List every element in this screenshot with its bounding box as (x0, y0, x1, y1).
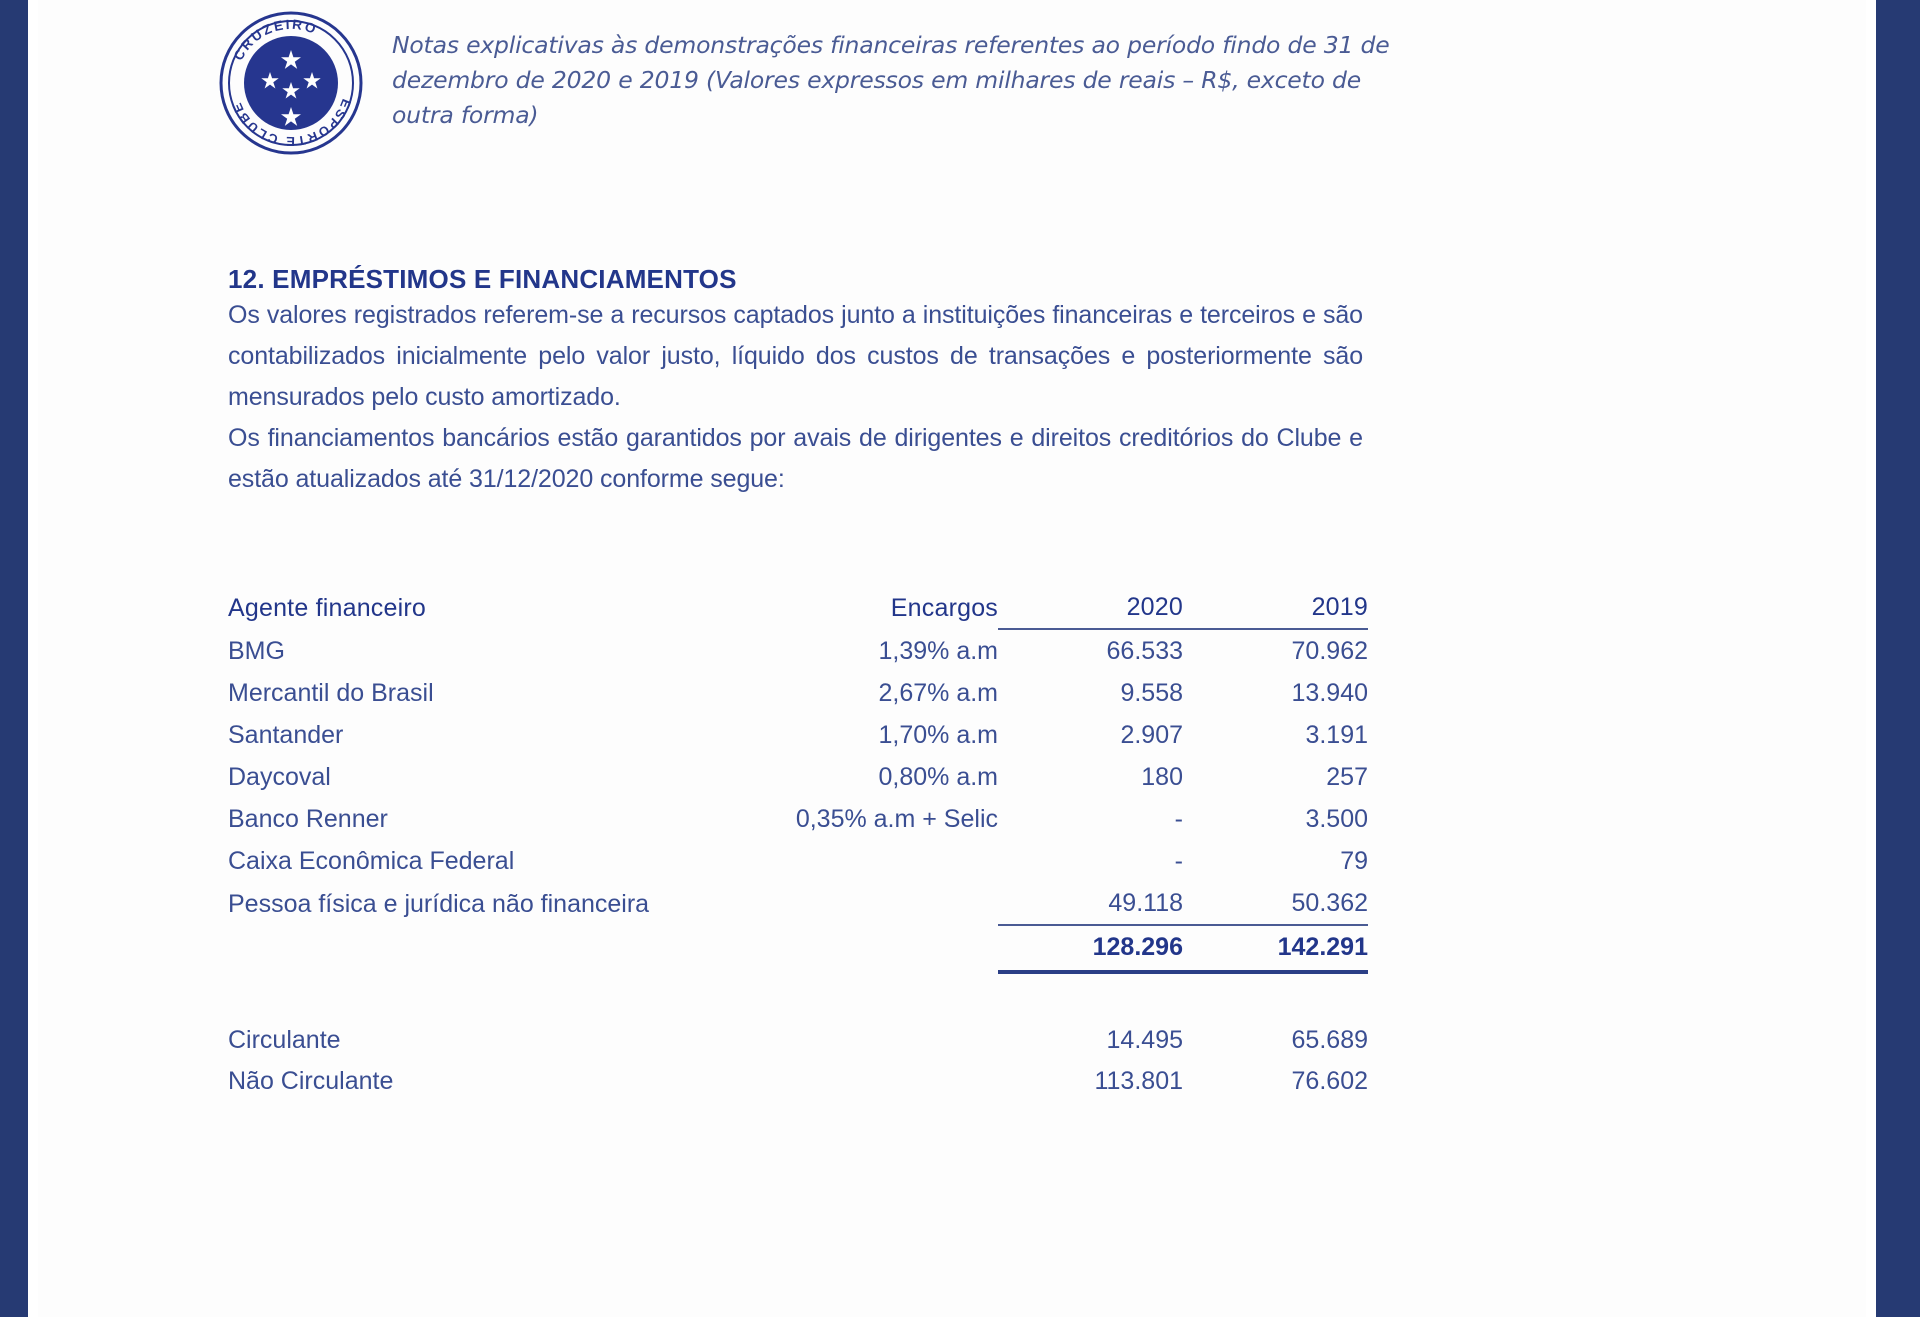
page-border-left (0, 0, 28, 1317)
row-charges: 0,80% a.m (878, 763, 998, 791)
table-row (228, 798, 1368, 840)
breakdown-2019: 65.689 (1291, 1026, 1368, 1054)
table-header-row (228, 586, 1368, 629)
crest-icon (218, 10, 364, 156)
table-row (228, 882, 1368, 925)
row-charges: 2,67% a.m (878, 679, 998, 707)
column-header-2019: 2019 (1183, 586, 1368, 629)
row-agent: BMG (228, 637, 285, 665)
column-header-agent: Agente financeiro (228, 594, 426, 622)
row-2020: - (1174, 847, 1183, 875)
row-charges (698, 882, 998, 925)
paragraph-financiamentos-bancarios: Os financiamentos bancários estão garantidos por avais de dirigentes e direitos creditórios do Clube e estão atualizados até 31/12/2020 conforme segue: (228, 424, 1363, 493)
total-2019: 142.291 (1183, 925, 1368, 972)
row-agent: Santander (228, 721, 344, 749)
table-row (228, 756, 1368, 798)
table-row (228, 714, 1368, 756)
row-agent: Pessoa física e jurídica não financeira (228, 890, 650, 918)
table-row-nao-circulante (228, 1061, 1368, 1102)
row-agent: Mercantil do Brasil (228, 679, 434, 707)
row-charges: 1,39% a.m (878, 637, 998, 665)
row-2020: 49.118 (998, 882, 1183, 925)
breakdown-label: Circulante (228, 1026, 341, 1054)
row-agent: Caixa Econômica Federal (228, 847, 515, 875)
table-row-circulante (228, 1020, 1368, 1061)
column-header-2020: 2020 (998, 586, 1183, 629)
row-2019: 79 (1340, 847, 1368, 875)
row-2020: 180 (1141, 763, 1183, 791)
table-spacer-row (228, 972, 1368, 1020)
column-header-charges: Encargos (890, 594, 998, 622)
row-2020: 2.907 (1120, 721, 1183, 749)
svg-text:CRUZEIRO: CRUZEIRO (230, 16, 320, 63)
row-2019: 3.191 (1305, 721, 1368, 749)
row-charges: 0,35% a.m + Selic (795, 805, 998, 833)
breakdown-2020: 113.801 (1094, 1067, 1183, 1095)
loans-financing-table (228, 586, 1368, 1102)
spacer-cell (698, 972, 998, 1020)
header-note-text (392, 28, 1390, 133)
table-total-row (228, 925, 1368, 972)
row-2020: - (1174, 805, 1183, 833)
table-row (228, 672, 1368, 714)
section-title: 12. EMPRÉSTIMOS E FINANCIAMENTOS (228, 264, 737, 294)
row-2019: 70.962 (1291, 637, 1368, 665)
spacer-cell (998, 972, 1183, 1020)
breakdown-2019: 76.602 (1291, 1067, 1368, 1095)
svg-text:ESPORTE CLUBE: ESPORTE CLUBE (228, 97, 355, 150)
page-margin-right (1866, 0, 1876, 1317)
page-border-right (1876, 0, 1920, 1317)
cruzeiro-crest-logo (218, 10, 364, 156)
row-2019: 3.500 (1305, 805, 1368, 833)
row-agent: Daycoval (228, 763, 331, 791)
total-label (228, 925, 698, 972)
breakdown-charges (698, 1020, 998, 1061)
row-2020: 66.533 (1106, 637, 1183, 665)
row-charges: 1,70% a.m (878, 721, 998, 749)
page-margin-left (28, 0, 38, 1317)
header-note-line-2: dezembro de 2020 e 2019 (Valores expressos em milhares de reais – R$, exceto de (392, 66, 1361, 94)
document-content (38, 264, 1866, 1102)
breakdown-charges (698, 1061, 998, 1102)
row-2020: 9.558 (1120, 679, 1183, 707)
table-row (228, 840, 1368, 882)
row-charges (698, 840, 998, 882)
breakdown-2020: 14.495 (1106, 1026, 1183, 1054)
header-note-line-1: Notas explicativas às demonstrações financeiras referentes ao período findo de 31 de (392, 31, 1390, 59)
paragraph-valores-registrados: Os valores registrados referem-se a recursos captados junto a instituições financeiras e terceiros e são contabilizados inicialmente pelo valor justo, líquido dos custos de transações e posteriormente são mensurados pelo custo amortizado. (228, 301, 1363, 411)
table-row (228, 629, 1368, 672)
spacer-cell (1183, 972, 1368, 1020)
row-2019: 13.940 (1291, 679, 1368, 707)
total-charges (698, 925, 998, 972)
row-2019: 257 (1326, 763, 1368, 791)
total-2020: 128.296 (998, 925, 1183, 972)
row-2019: 50.362 (1183, 882, 1368, 925)
document-header (38, 0, 1866, 156)
spacer-cell (228, 972, 698, 1020)
breakdown-label: Não Circulante (228, 1067, 394, 1095)
header-note-line-3: outra forma) (392, 101, 539, 129)
row-agent: Banco Renner (228, 805, 388, 833)
page-sheet (38, 0, 1866, 1317)
